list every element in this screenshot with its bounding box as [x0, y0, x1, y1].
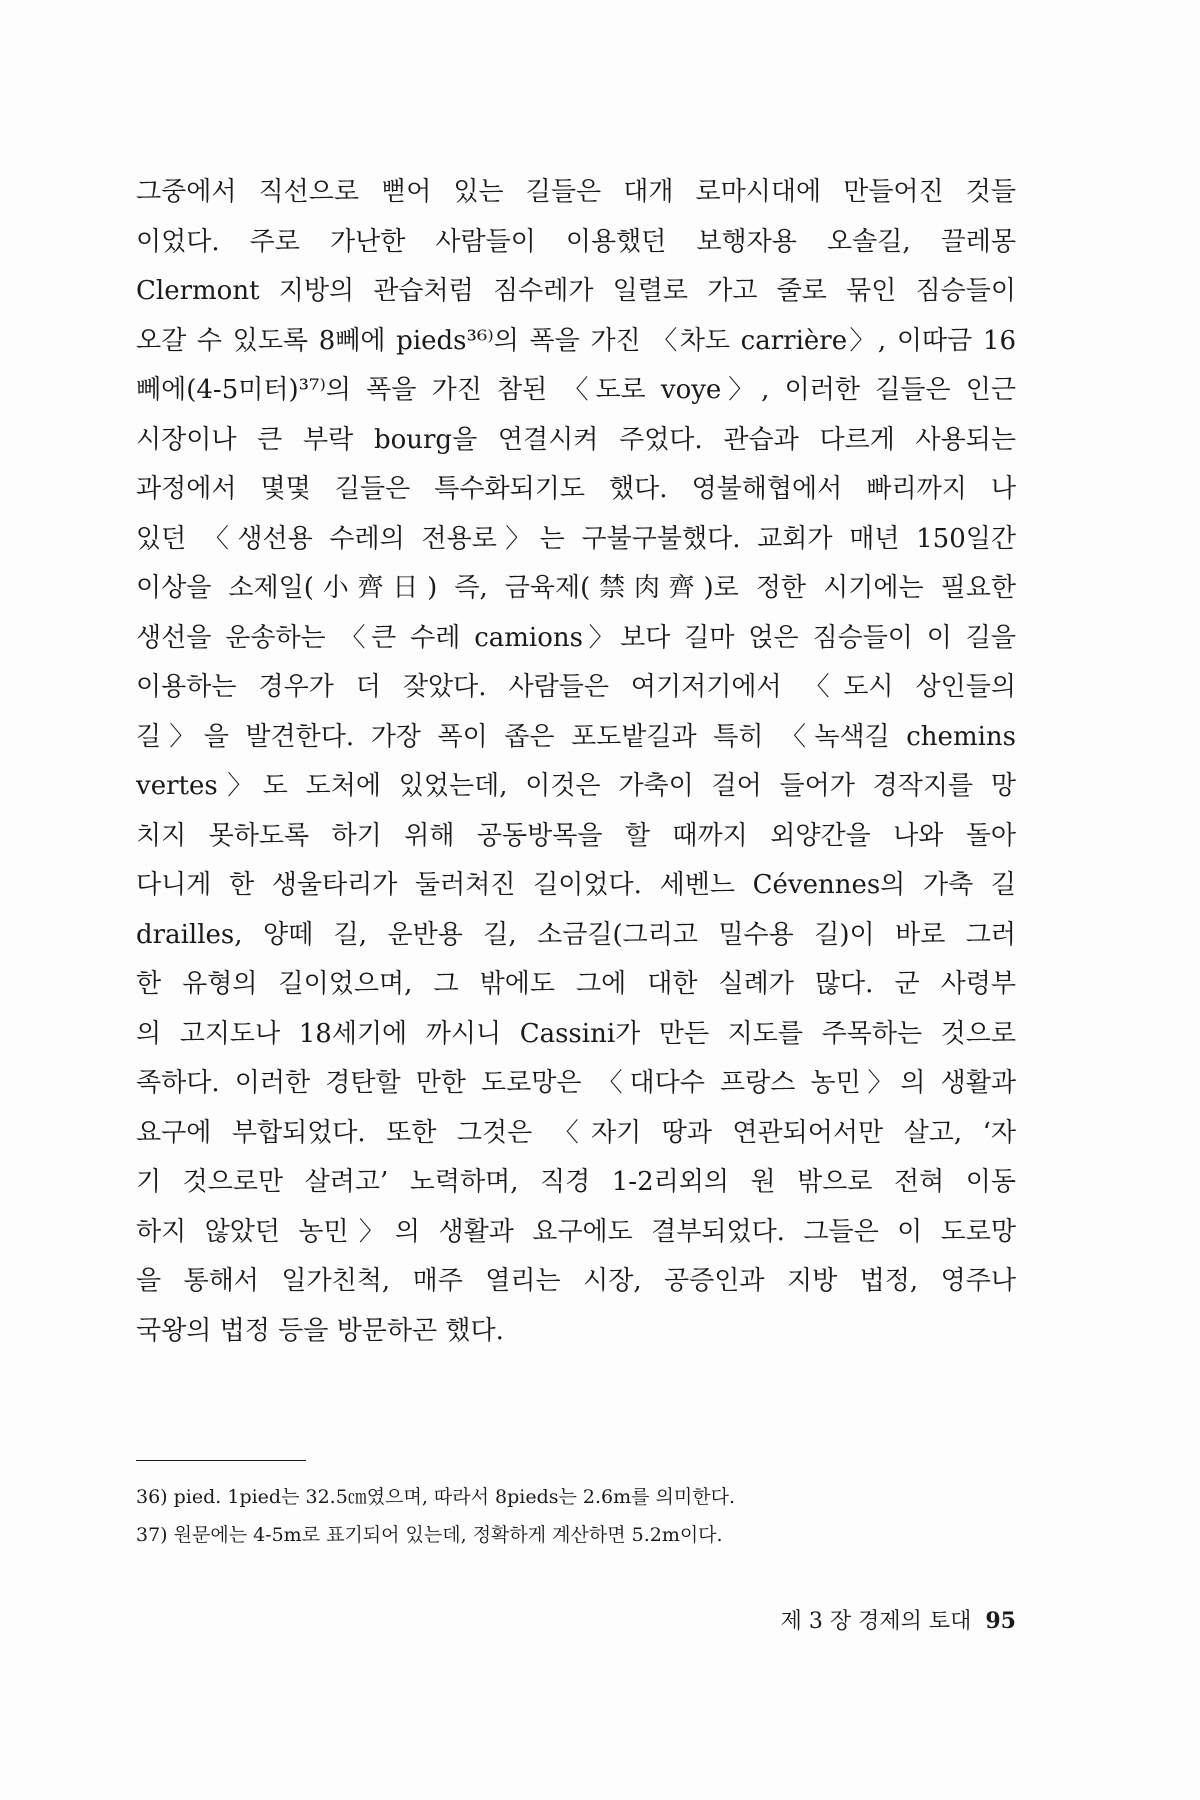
- body-line-4: 오갈 수 있도록 8뻬에 pieds³⁶⁾의 폭을 가진 〈차도 carrière〉, 이따금 16: [136, 325, 1016, 356]
- body-line-9: 이상을 소제일(小齊日) 즉, 금육제(禁肉齊)로 정한 시기에는 필요한: [136, 573, 1016, 603]
- body-line-16: drailles, 양떼 길, 운반용 길, 소금길(그리고 밀수용 길)이 바로 그러: [136, 919, 1016, 950]
- body-line-10: 생선을 운송하는 〈큰 수레 camions〉보다 길마 얹은 짐승들이 이 길을: [136, 622, 1016, 653]
- body-line-8: 있던 〈생선용 수레의 전용로〉는 구불구불했다. 교회가 매년 150일간: [136, 523, 1016, 554]
- body-line-6: 시장이나 큰 부락 bourg을 연결시켜 주었다. 관습과 다르게 사용되는: [136, 424, 1016, 455]
- body-text: [136, 168, 1016, 1356]
- running-footer: [136, 1604, 1016, 1635]
- body-line-1: 그중에서 직선으로 뻗어 있는 길들은 대개 로마시대에 만들어진 것들: [136, 177, 1016, 207]
- body-line-2: 이었다. 주로 가난한 사람들이 이용했던 보행자용 오솔길, 끌레몽: [136, 226, 1016, 257]
- body-line-19: 족하다. 이러한 경탄할 만한 도로망은 〈대다수 프랑스 농민〉의 생활과: [136, 1068, 1016, 1098]
- body-line-12: 길〉을 발견한다. 가장 폭이 좁은 포도밭길과 특히 〈녹색길 chemins: [136, 721, 1016, 752]
- chapter-title: 제 3 장 경제의 토대: [780, 1609, 972, 1634]
- body-line-15: 다니게 한 생울타리가 둘러쳐진 길이었다. 세벤느 Cévennes의 가축 길: [136, 870, 1016, 900]
- footnote-36: 36) pied. 1pied는 32.5㎝였으며, 따라서 8pieds는 2.6m를 의미한다.: [136, 1486, 735, 1508]
- page-number: 95: [985, 1608, 1016, 1634]
- body-line-14: 치지 못하도록 하기 위해 공동방목을 할 때까지 외양간을 나와 돌아: [136, 820, 1016, 851]
- body-line-3: Clermont 지방의 관습처럼 짐수레가 일렬로 가고 줄로 묶인 짐승들이: [136, 276, 1016, 306]
- footnote-divider: [136, 1460, 306, 1461]
- body-line-24: 국왕의 법정 등을 방문하곤 했다.: [136, 1315, 504, 1346]
- body-line-7: 과정에서 몇몇 길들은 특수화되기도 했다. 영불해협에서 빠리까지 나: [136, 474, 1016, 504]
- body-line-5: 뻬에(4-5미터)³⁷⁾의 폭을 가진 참된 〈도로 voye〉, 이러한 길들은 인근: [136, 375, 1016, 405]
- body-line-21: 기 것으로만 살려고’ 노력하며, 직경 1-2리외의 원 밖으로 전혀 이동: [136, 1167, 1016, 1197]
- body-line-11: 이용하는 경우가 더 잦았다. 사람들은 여기저기에서 〈도시 상인들의: [136, 672, 1016, 702]
- footnote-37: 37) 원문에는 4-5m로 표기되어 있는데, 정확하게 계산하면 5.2m이다.: [136, 1524, 723, 1546]
- body-line-23: 을 통해서 일가친척, 매주 열리는 시장, 공증인과 지방 법정, 영주나: [136, 1266, 1016, 1296]
- body-line-13: vertes〉도 도처에 있었는데, 이것은 가축이 걸어 들어가 경작지를 망: [136, 771, 1016, 801]
- body-line-20: 요구에 부합되었다. 또한 그것은 〈자기 땅과 연관되어서만 살고, ‘자: [136, 1117, 1016, 1148]
- body-line-18: 의 고지도나 18세기에 까시니 Cassini가 만든 지도를 주목하는 것으로: [136, 1018, 1016, 1049]
- body-line-17: 한 유형의 길이었으며, 그 밖에도 그에 대한 실례가 많다. 군 사령부: [136, 969, 1016, 999]
- body-line-22: 하지 않았던 농민〉의 생활과 요구에도 결부되었다. 그들은 이 도로망: [136, 1216, 1016, 1247]
- footnotes: [136, 1478, 1016, 1554]
